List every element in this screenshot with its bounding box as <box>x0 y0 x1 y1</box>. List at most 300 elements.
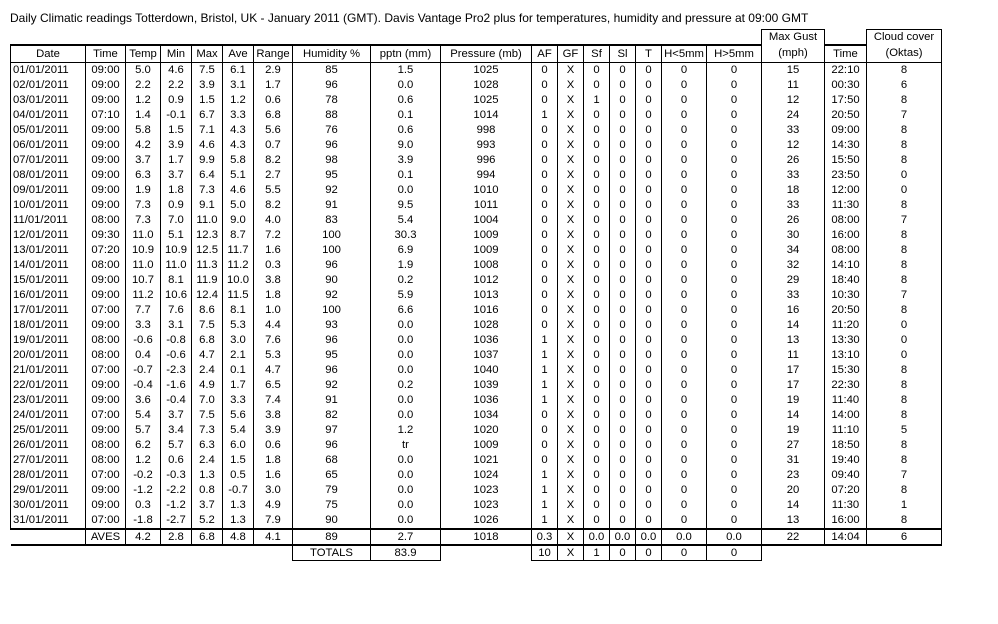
cell-time: 09:00 <box>86 273 126 288</box>
cell-range: 1.8 <box>254 288 293 303</box>
cell-max-gust: 14 <box>762 408 825 423</box>
cell-sf: 0 <box>584 378 610 393</box>
cell-ave: 4.6 <box>223 183 254 198</box>
cell-t: 0 <box>636 62 662 78</box>
cell-h-gt5mm: 0 <box>707 153 762 168</box>
cell-h-gt5mm: 0 <box>707 318 762 333</box>
cell-time: 07:10 <box>86 108 126 123</box>
average-gust-time: 14:04 <box>825 529 867 545</box>
cell-min: 5.7 <box>161 438 192 453</box>
cell-gust-time: 14:10 <box>825 258 867 273</box>
cell-sl: 0 <box>610 378 636 393</box>
cell-pptn: 0.6 <box>371 93 441 108</box>
cell-h-gt5mm: 0 <box>707 213 762 228</box>
cell-sl: 0 <box>610 408 636 423</box>
cell-gust-time: 08:00 <box>825 213 867 228</box>
cell-max: 6.4 <box>192 168 223 183</box>
table-row <box>11 62 942 78</box>
cell-date: 02/01/2011 <box>11 78 86 93</box>
cell-time: 09:00 <box>86 423 126 438</box>
cell-pptn: 6.6 <box>371 303 441 318</box>
cell-pptn: 5.9 <box>371 288 441 303</box>
cell-max-gust: 16 <box>762 303 825 318</box>
cell-af: 0 <box>532 198 558 213</box>
cell-ave: 5.1 <box>223 168 254 183</box>
cell-max: 3.9 <box>192 78 223 93</box>
cell-temp: -1.2 <box>126 483 161 498</box>
table-row <box>11 363 942 378</box>
cell-temp: 5.7 <box>126 423 161 438</box>
climate-table <box>10 29 942 561</box>
cell-range: 1.6 <box>254 243 293 258</box>
cell-pptn: 0.0 <box>371 363 441 378</box>
cell-humidity: 96 <box>293 363 371 378</box>
cell-gf: X <box>558 198 584 213</box>
cell-af: 0 <box>532 153 558 168</box>
cell-max-gust: 26 <box>762 153 825 168</box>
cell-h-lt5mm: 0 <box>662 273 707 288</box>
cell-min: -2.7 <box>161 513 192 529</box>
cell-cloud-cover: 8 <box>867 258 942 273</box>
total-gf: X <box>558 545 584 561</box>
cell-max-gust: 12 <box>762 138 825 153</box>
cell-humidity: 82 <box>293 408 371 423</box>
cell-af: 1 <box>532 378 558 393</box>
table-row <box>11 468 942 483</box>
table-row <box>11 438 942 453</box>
cell-gust-time: 11:20 <box>825 318 867 333</box>
cell-temp: 11.0 <box>126 258 161 273</box>
cell-max: 8.6 <box>192 303 223 318</box>
cell-gust-time: 19:40 <box>825 453 867 468</box>
cell-h-gt5mm: 0 <box>707 438 762 453</box>
cell-af: 0 <box>532 318 558 333</box>
cell-sf: 0 <box>584 363 610 378</box>
cell-min: 3.7 <box>161 408 192 423</box>
cell-time: 09:00 <box>86 183 126 198</box>
table-row <box>11 498 942 513</box>
cell-temp: 11.2 <box>126 288 161 303</box>
cell-ave: 5.0 <box>223 198 254 213</box>
cell-sf: 0 <box>584 273 610 288</box>
cell-max-gust: 18 <box>762 183 825 198</box>
cell-ave: 6.1 <box>223 62 254 78</box>
cell-gf: X <box>558 393 584 408</box>
table-row <box>11 183 942 198</box>
cell-date: 16/01/2011 <box>11 288 86 303</box>
cell-af: 0 <box>532 243 558 258</box>
column-header-row <box>11 45 942 63</box>
cell-date: 28/01/2011 <box>11 468 86 483</box>
total-af: 10 <box>532 545 558 561</box>
cell-h-gt5mm: 0 <box>707 468 762 483</box>
cell-pressure: 1025 <box>441 62 532 78</box>
cell-pressure: 1040 <box>441 363 532 378</box>
cell-pptn: 0.0 <box>371 183 441 198</box>
cell-sl: 0 <box>610 183 636 198</box>
cell-pressure: 994 <box>441 168 532 183</box>
cell-temp: 5.8 <box>126 123 161 138</box>
cell-max: 11.0 <box>192 213 223 228</box>
cell-h-lt5mm: 0 <box>662 93 707 108</box>
cell-time: 09:00 <box>86 138 126 153</box>
totals-row <box>11 545 942 561</box>
total-min <box>161 545 192 561</box>
cell-sl: 0 <box>610 288 636 303</box>
cell-time: 07:00 <box>86 408 126 423</box>
cell-min: 1.5 <box>161 123 192 138</box>
cell-pptn: 1.2 <box>371 423 441 438</box>
cell-max: 9.9 <box>192 153 223 168</box>
cell-time: 08:00 <box>86 213 126 228</box>
cell-min: -2.3 <box>161 363 192 378</box>
cell-af: 0 <box>532 93 558 108</box>
cell-max: 7.3 <box>192 183 223 198</box>
cell-temp: -0.2 <box>126 468 161 483</box>
cell-range: 3.9 <box>254 423 293 438</box>
cell-date: 22/01/2011 <box>11 378 86 393</box>
cell-h-lt5mm: 0 <box>662 393 707 408</box>
cell-humidity: 92 <box>293 288 371 303</box>
cell-gust-time: 11:10 <box>825 423 867 438</box>
cell-t: 0 <box>636 468 662 483</box>
cell-ave: 6.0 <box>223 438 254 453</box>
cell-h-lt5mm: 0 <box>662 333 707 348</box>
cell-min: 3.7 <box>161 168 192 183</box>
total-h-gt5mm: 0 <box>707 545 762 561</box>
table-row <box>11 318 942 333</box>
cell-cloud-cover: 8 <box>867 138 942 153</box>
cell-gust-time: 15:30 <box>825 363 867 378</box>
cell-max-gust: 13 <box>762 333 825 348</box>
cell-gf: X <box>558 183 584 198</box>
cell-t: 0 <box>636 183 662 198</box>
cell-h-lt5mm: 0 <box>662 453 707 468</box>
cell-h-gt5mm: 0 <box>707 243 762 258</box>
cell-t: 0 <box>636 198 662 213</box>
cell-humidity: 100 <box>293 303 371 318</box>
cell-gf: X <box>558 213 584 228</box>
cell-min: 1.7 <box>161 153 192 168</box>
cell-date: 19/01/2011 <box>11 333 86 348</box>
cell-max-gust: 11 <box>762 78 825 93</box>
cell-pptn: 1.9 <box>371 258 441 273</box>
average-min: 2.8 <box>161 529 192 545</box>
cell-af: 0 <box>532 123 558 138</box>
cell-h-lt5mm: 0 <box>662 108 707 123</box>
cell-t: 0 <box>636 123 662 138</box>
cell-sf: 0 <box>584 213 610 228</box>
table-row <box>11 483 942 498</box>
cell-gf: X <box>558 408 584 423</box>
cell-sl: 0 <box>610 423 636 438</box>
cell-date: 07/01/2011 <box>11 153 86 168</box>
column-header-af: AF <box>532 45 558 63</box>
cell-cloud-cover: 8 <box>867 228 942 243</box>
cell-range: 6.5 <box>254 378 293 393</box>
cell-h-lt5mm: 0 <box>662 138 707 153</box>
cell-date: 21/01/2011 <box>11 363 86 378</box>
cell-pptn: tr <box>371 438 441 453</box>
table-row <box>11 168 942 183</box>
cell-date: 11/01/2011 <box>11 213 86 228</box>
cell-max-gust: 31 <box>762 453 825 468</box>
cell-ave: 9.0 <box>223 213 254 228</box>
cell-max: 2.4 <box>192 363 223 378</box>
cell-af: 0 <box>532 183 558 198</box>
cell-sf: 0 <box>584 318 610 333</box>
cell-ave: 3.3 <box>223 393 254 408</box>
cell-pptn: 0.1 <box>371 168 441 183</box>
cell-h-lt5mm: 0 <box>662 498 707 513</box>
cell-gf: X <box>558 513 584 529</box>
averages-row <box>11 529 942 545</box>
cell-date: 27/01/2011 <box>11 453 86 468</box>
cell-pressure: 1039 <box>441 378 532 393</box>
cell-cloud-cover: 8 <box>867 393 942 408</box>
cell-min: 0.9 <box>161 93 192 108</box>
cell-sf: 0 <box>584 183 610 198</box>
table-row <box>11 423 942 438</box>
cell-sl: 0 <box>610 62 636 78</box>
cell-gust-time: 13:10 <box>825 348 867 363</box>
cell-pressure: 1012 <box>441 273 532 288</box>
cell-min: 3.9 <box>161 138 192 153</box>
cell-temp: 3.7 <box>126 153 161 168</box>
cell-gust-time: 10:30 <box>825 288 867 303</box>
average-af: 0.3 <box>532 529 558 545</box>
cell-date: 24/01/2011 <box>11 408 86 423</box>
cell-gust-time: 16:00 <box>825 228 867 243</box>
cell-max: 7.5 <box>192 408 223 423</box>
cloud-cover-header: Cloud cover <box>867 30 942 45</box>
cell-max: 4.7 <box>192 348 223 363</box>
cell-sl: 0 <box>610 393 636 408</box>
table-row <box>11 393 942 408</box>
cell-gf: X <box>558 498 584 513</box>
cell-sl: 0 <box>610 228 636 243</box>
cell-gust-time: 11:30 <box>825 198 867 213</box>
cell-h-gt5mm: 0 <box>707 408 762 423</box>
cell-ave: 11.5 <box>223 288 254 303</box>
cell-time: 09:00 <box>86 93 126 108</box>
cell-sl: 0 <box>610 213 636 228</box>
cell-range: 3.8 <box>254 273 293 288</box>
cell-range: 0.6 <box>254 438 293 453</box>
cell-t: 0 <box>636 348 662 363</box>
cell-sl: 0 <box>610 93 636 108</box>
cell-t: 0 <box>636 423 662 438</box>
cell-max: 4.9 <box>192 378 223 393</box>
column-header-time: Time <box>86 45 126 63</box>
cell-h-gt5mm: 0 <box>707 228 762 243</box>
cell-gf: X <box>558 378 584 393</box>
cell-sl: 0 <box>610 258 636 273</box>
cell-h-lt5mm: 0 <box>662 183 707 198</box>
cell-max: 4.6 <box>192 138 223 153</box>
cell-range: 7.6 <box>254 333 293 348</box>
cell-af: 0 <box>532 62 558 78</box>
cell-h-gt5mm: 0 <box>707 62 762 78</box>
cell-t: 0 <box>636 108 662 123</box>
cell-gf: X <box>558 168 584 183</box>
cell-t: 0 <box>636 258 662 273</box>
cell-sf: 1 <box>584 93 610 108</box>
cell-gust-time: 09:40 <box>825 468 867 483</box>
cell-gf: X <box>558 228 584 243</box>
cell-h-gt5mm: 0 <box>707 513 762 529</box>
cell-pptn: 0.0 <box>371 468 441 483</box>
cell-max-gust: 12 <box>762 93 825 108</box>
cell-max-gust: 15 <box>762 62 825 78</box>
cell-t: 0 <box>636 213 662 228</box>
cell-sf: 0 <box>584 108 610 123</box>
cell-af: 0 <box>532 408 558 423</box>
column-header-cloud-cover: (Oktas) <box>867 45 942 63</box>
cell-range: 1.7 <box>254 78 293 93</box>
cell-t: 0 <box>636 393 662 408</box>
cell-ave: 3.1 <box>223 78 254 93</box>
average-sl: 0.0 <box>610 529 636 545</box>
cell-sf: 0 <box>584 513 610 529</box>
cell-range: 7.2 <box>254 228 293 243</box>
cell-af: 0 <box>532 138 558 153</box>
cell-t: 0 <box>636 93 662 108</box>
cell-sl: 0 <box>610 198 636 213</box>
cell-ave: 0.5 <box>223 468 254 483</box>
average-temp: 4.2 <box>126 529 161 545</box>
cell-gf: X <box>558 138 584 153</box>
cell-range: 4.4 <box>254 318 293 333</box>
cell-max-gust: 14 <box>762 498 825 513</box>
cell-pptn: 0.0 <box>371 318 441 333</box>
cell-h-gt5mm: 0 <box>707 168 762 183</box>
cell-time: 09:00 <box>86 62 126 78</box>
header-top-row <box>11 30 942 45</box>
cell-min: -0.6 <box>161 348 192 363</box>
cell-af: 1 <box>532 363 558 378</box>
cell-min: -1.6 <box>161 378 192 393</box>
cell-humidity: 96 <box>293 438 371 453</box>
cell-h-gt5mm: 0 <box>707 423 762 438</box>
cell-t: 0 <box>636 453 662 468</box>
cell-t: 0 <box>636 318 662 333</box>
cell-pressure: 1011 <box>441 198 532 213</box>
cell-pressure: 1025 <box>441 93 532 108</box>
cell-h-gt5mm: 0 <box>707 93 762 108</box>
average-t: 0.0 <box>636 529 662 545</box>
cell-temp: -0.6 <box>126 333 161 348</box>
cell-temp: 11.0 <box>126 228 161 243</box>
column-header-date: Date <box>11 45 86 63</box>
table-row <box>11 123 942 138</box>
cell-humidity: 93 <box>293 318 371 333</box>
cell-min: -0.8 <box>161 333 192 348</box>
cell-max-gust: 11 <box>762 348 825 363</box>
cell-af: 0 <box>532 453 558 468</box>
cell-min: -1.2 <box>161 498 192 513</box>
cell-temp: 1.9 <box>126 183 161 198</box>
cell-time: 09:00 <box>86 153 126 168</box>
cell-sf: 0 <box>584 498 610 513</box>
cell-t: 0 <box>636 513 662 529</box>
cell-time: 07:00 <box>86 363 126 378</box>
cell-af: 0 <box>532 288 558 303</box>
cell-pptn: 0.1 <box>371 108 441 123</box>
column-header-temp: Temp <box>126 45 161 63</box>
cell-max: 11.3 <box>192 258 223 273</box>
cell-min: 3.4 <box>161 423 192 438</box>
cell-date: 10/01/2011 <box>11 198 86 213</box>
cell-humidity: 91 <box>293 393 371 408</box>
cell-gf: X <box>558 123 584 138</box>
cell-max: 6.7 <box>192 108 223 123</box>
column-header-h-gt5mm: H>5mm <box>707 45 762 63</box>
cell-max: 12.3 <box>192 228 223 243</box>
report-title: Daily Climatic readings Totterdown, Bristol, UK - January 2011 (GMT). Davis Vantage Pro2 plus for temperatures, humidity and pressure at 09:00 GMT <box>10 11 809 25</box>
cell-humidity: 78 <box>293 93 371 108</box>
cell-cloud-cover: 7 <box>867 468 942 483</box>
cell-pressure: 998 <box>441 123 532 138</box>
cell-temp: 10.7 <box>126 273 161 288</box>
cell-min: 7.0 <box>161 213 192 228</box>
column-header-sf: Sf <box>584 45 610 63</box>
average-pressure: 1018 <box>441 529 532 545</box>
cell-gf: X <box>558 288 584 303</box>
total-cloud-cover <box>867 545 942 561</box>
cell-ave: 8.7 <box>223 228 254 243</box>
cell-pressure: 1028 <box>441 318 532 333</box>
cell-h-lt5mm: 0 <box>662 423 707 438</box>
cell-temp: -0.7 <box>126 363 161 378</box>
column-header-h-lt5mm: H<5mm <box>662 45 707 63</box>
cell-gust-time: 09:00 <box>825 123 867 138</box>
cell-af: 1 <box>532 393 558 408</box>
cell-sf: 0 <box>584 303 610 318</box>
table-row <box>11 138 942 153</box>
cell-range: 5.6 <box>254 123 293 138</box>
cell-sf: 0 <box>584 153 610 168</box>
cell-ave: 5.6 <box>223 408 254 423</box>
cell-h-lt5mm: 0 <box>662 303 707 318</box>
average-h-gt5mm: 0.0 <box>707 529 762 545</box>
cell-af: 0 <box>532 273 558 288</box>
cell-time: 09:00 <box>86 483 126 498</box>
table-row <box>11 513 942 529</box>
cell-h-lt5mm: 0 <box>662 258 707 273</box>
cell-time: 08:00 <box>86 333 126 348</box>
cell-date: 30/01/2011 <box>11 498 86 513</box>
cell-range: 7.9 <box>254 513 293 529</box>
cell-pressure: 1008 <box>441 258 532 273</box>
cell-date: 01/01/2011 <box>11 62 86 78</box>
cell-time: 07:00 <box>86 513 126 529</box>
cell-pressure: 1023 <box>441 483 532 498</box>
cell-h-gt5mm: 0 <box>707 483 762 498</box>
table-row <box>11 243 942 258</box>
average-date <box>11 529 86 545</box>
cell-h-gt5mm: 0 <box>707 78 762 93</box>
cell-ave: 1.2 <box>223 93 254 108</box>
cell-date: 18/01/2011 <box>11 318 86 333</box>
cell-ave: 8.1 <box>223 303 254 318</box>
average-humidity: 89 <box>293 529 371 545</box>
cell-max: 0.8 <box>192 483 223 498</box>
cell-pptn: 0.6 <box>371 123 441 138</box>
cell-min: 10.6 <box>161 288 192 303</box>
cell-pptn: 0.0 <box>371 453 441 468</box>
cell-sl: 0 <box>610 78 636 93</box>
